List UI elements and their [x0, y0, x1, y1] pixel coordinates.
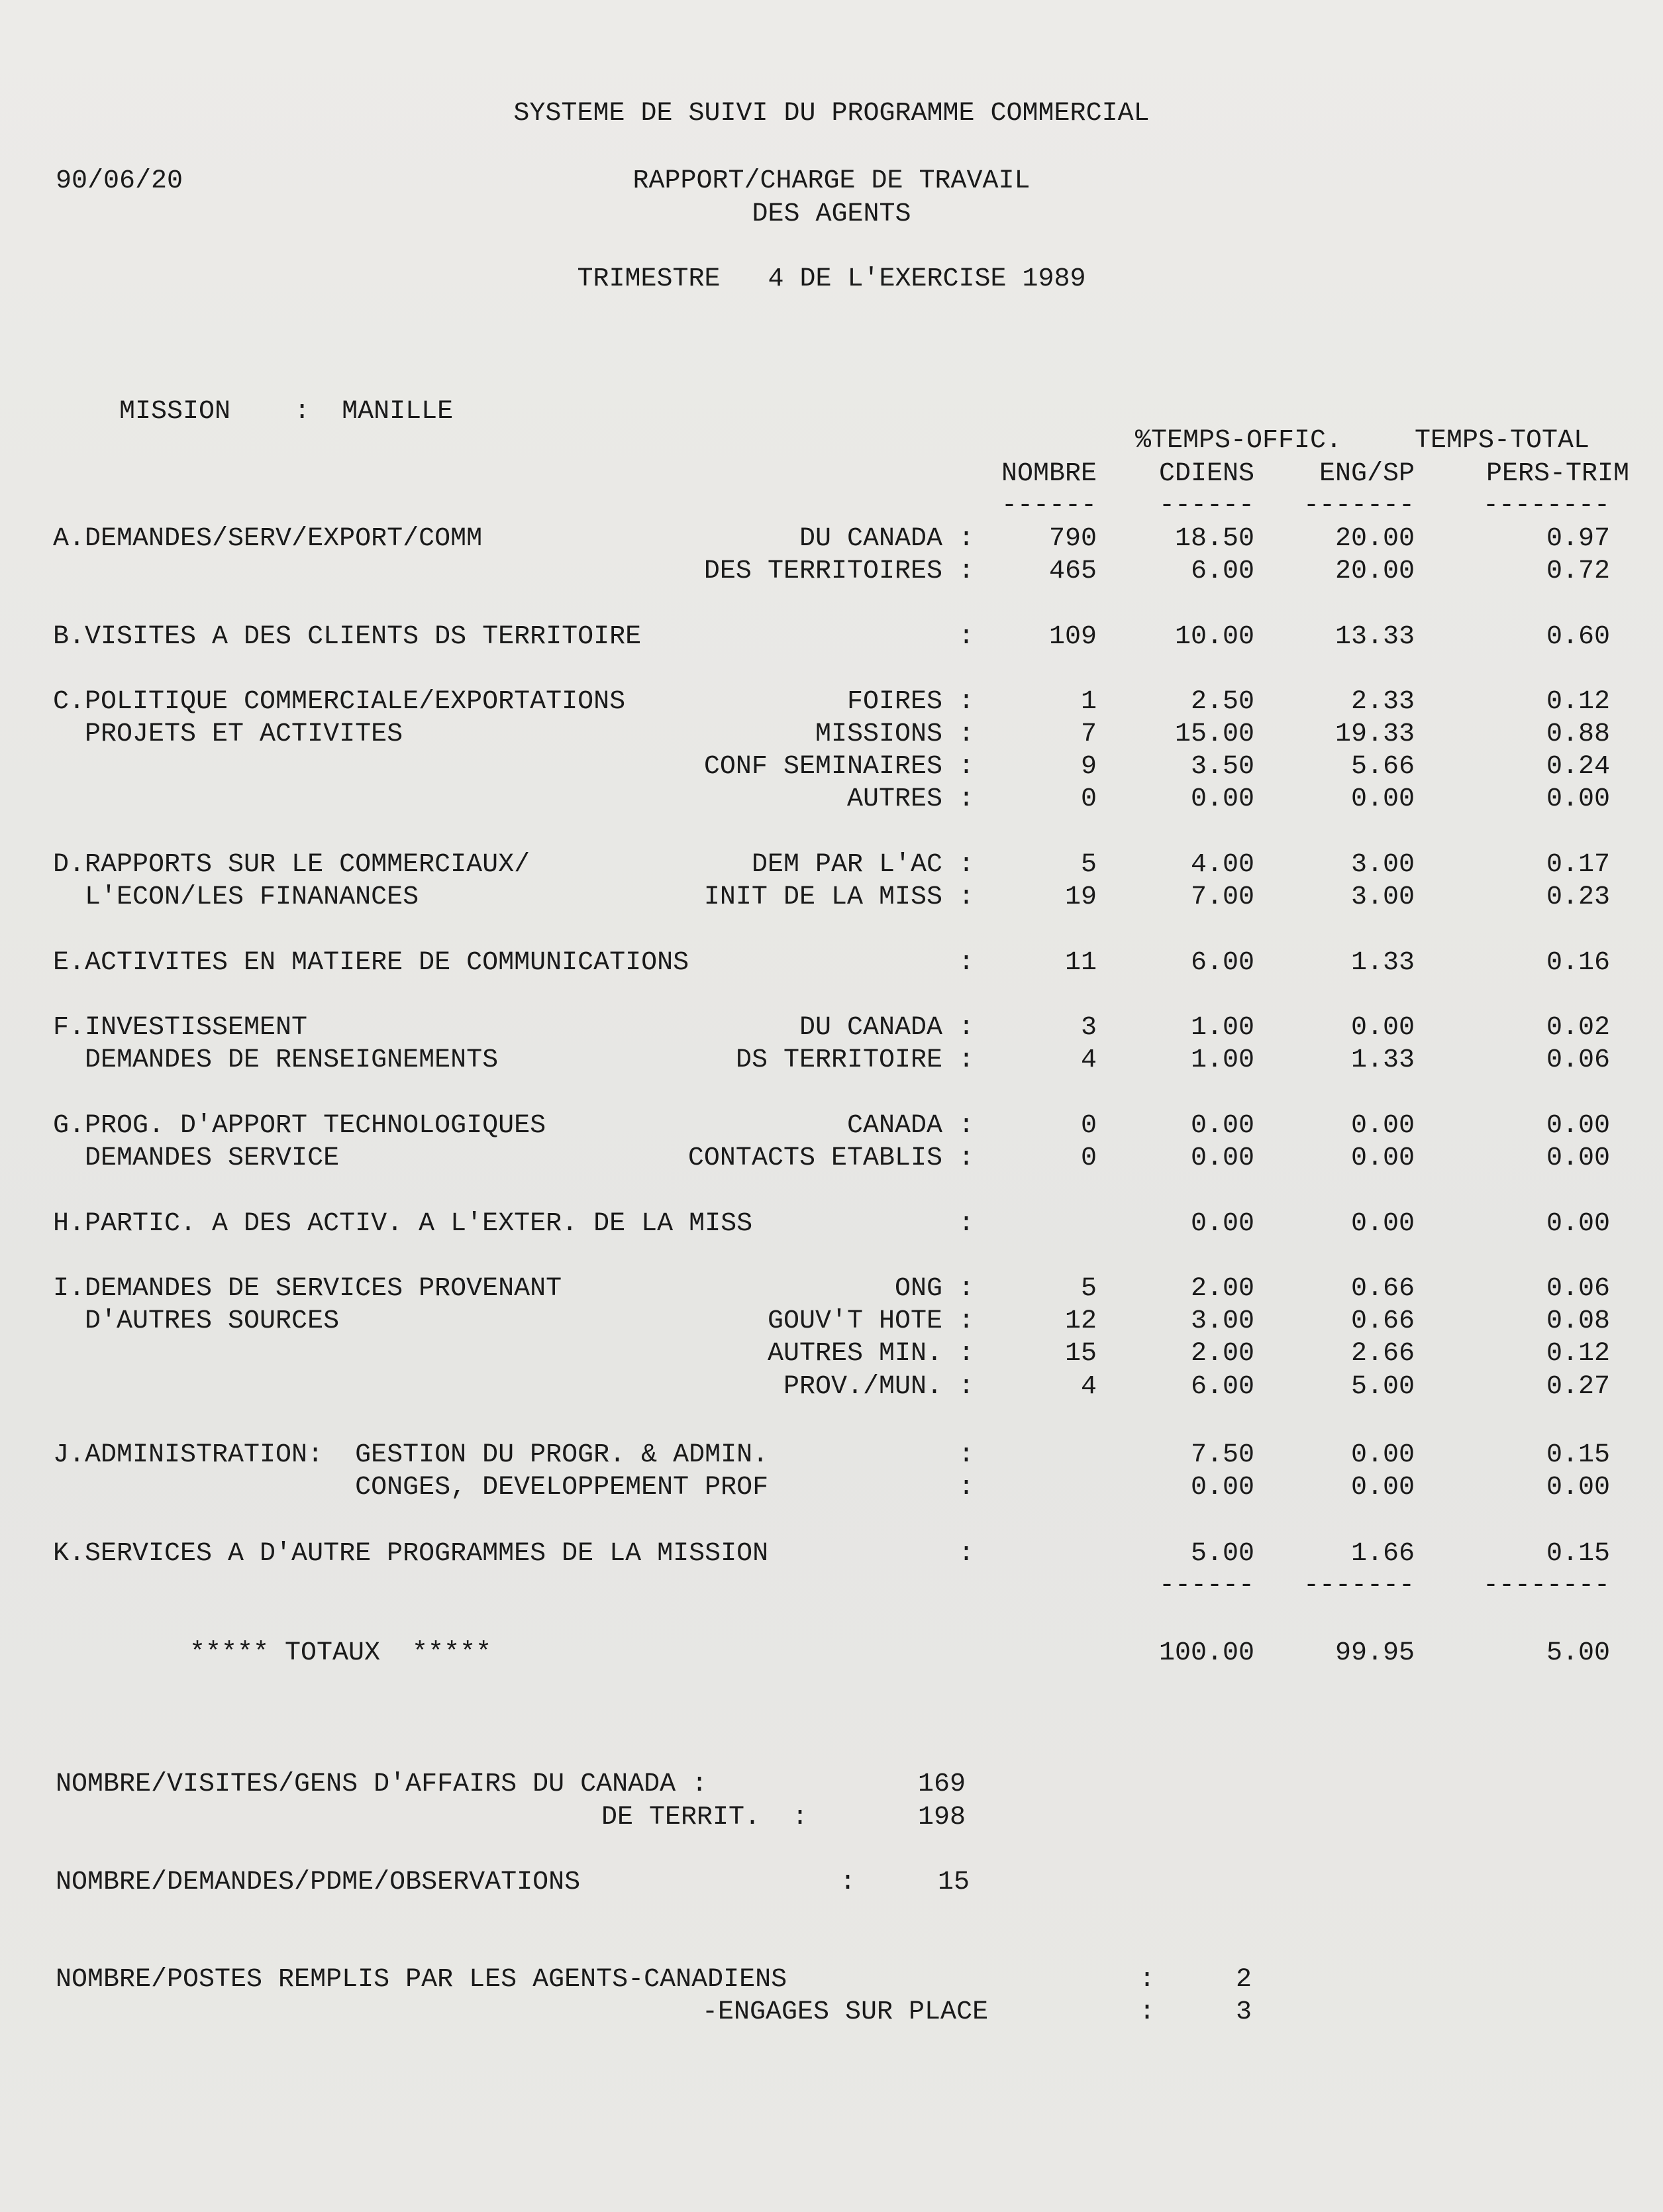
row-pers: 0.00 — [1546, 1143, 1610, 1173]
totals-pers: 5.00 — [1546, 1638, 1610, 1668]
totals-label: ***** TOTAUX ***** — [189, 1638, 492, 1668]
row-sublabel: DS TERRITOIRE : — [735, 1045, 974, 1075]
row-sublabel: : — [958, 948, 974, 978]
row-nombre: 790 — [1048, 524, 1097, 554]
row-cdiens: 15.00 — [1174, 719, 1254, 749]
row-pers: 0.15 — [1546, 1539, 1610, 1569]
row-engsp: 1.33 — [1350, 948, 1415, 978]
row-label: DEMANDES SERVICE — [53, 1143, 340, 1173]
visites-territ-label: DE TERRIT. : — [601, 1803, 809, 1832]
row-pers: 0.06 — [1546, 1045, 1610, 1075]
row-label: E.ACTIVITES EN MATIERE DE COMMUNICATIONS — [53, 948, 689, 978]
table-row — [0, 1440, 1663, 1473]
row-cdiens: 1.00 — [1190, 1013, 1254, 1043]
row-pers: 0.00 — [1546, 1111, 1610, 1141]
row-label: A.DEMANDES/SERV/EXPORT/COMM — [53, 524, 483, 554]
row-pers: 0.02 — [1546, 1013, 1610, 1043]
document-title: SYSTEME DE SUIVI DU PROGRAMME COMMERCIAL — [513, 99, 1150, 129]
row-nombre: 12 — [1064, 1306, 1097, 1336]
postes-label: NOMBRE/POSTES REMPLIS PAR LES AGENTS-CANADIENS — [56, 1965, 787, 1995]
totals-row — [0, 1638, 1663, 1671]
row-label: D.RAPPORTS SUR LE COMMERCIAUX/ — [53, 850, 530, 880]
row-sublabel: : — [958, 1209, 974, 1239]
row-nombre: 0 — [1080, 1111, 1097, 1141]
row-engsp: 0.00 — [1350, 1209, 1415, 1239]
table-row — [0, 1110, 1663, 1143]
row-cdiens: 0.00 — [1190, 1209, 1254, 1239]
row-nombre: 19 — [1064, 882, 1097, 912]
row-label: C.POLITIQUE COMMERCIALE/EXPORTATIONS — [53, 687, 626, 717]
row-label: H.PARTIC. A DES ACTIV. A L'EXTER. DE LA MISS — [53, 1209, 753, 1239]
row-label: PROJETS ET ACTIVITES — [53, 719, 403, 749]
row-engsp: 0.66 — [1350, 1274, 1415, 1304]
table-row — [0, 1338, 1663, 1371]
postes-canadiens-value: 2 — [1236, 1965, 1252, 1995]
table-row — [0, 947, 1663, 980]
row-sublabel: AUTRES MIN. : — [767, 1339, 974, 1369]
row-cdiens: 2.00 — [1190, 1339, 1254, 1369]
row-engsp: 13.33 — [1335, 622, 1415, 652]
row-sublabel: CONF SEMINAIRES : — [703, 752, 974, 782]
row-nombre: 5 — [1080, 850, 1097, 880]
row-sublabel: CANADA : — [846, 1111, 974, 1141]
row-cdiens: 10.00 — [1174, 622, 1254, 652]
row-engsp: 3.00 — [1350, 882, 1415, 912]
mission-label: MISSION — [119, 397, 231, 427]
report-quarter: TRIMESTRE 4 DE L'EXERCISE 1989 — [577, 264, 1086, 294]
visites-canada-label: NOMBRE/VISITES/GENS D'AFFAIRS DU CANADA : — [56, 1769, 708, 1799]
row-nombre: 15 — [1064, 1339, 1097, 1369]
table-row — [0, 1371, 1663, 1404]
row-cdiens: 5.00 — [1190, 1539, 1254, 1569]
row-cdiens: 0.00 — [1190, 784, 1254, 814]
row-engsp: 0.66 — [1350, 1306, 1415, 1336]
row-engsp: 20.00 — [1335, 524, 1415, 554]
postes-engages-value: 3 — [1236, 1997, 1252, 2027]
row-engsp: 2.33 — [1350, 687, 1415, 717]
row-pers: 0.00 — [1546, 784, 1610, 814]
row-pers: 0.12 — [1546, 1339, 1610, 1369]
nombre-header-rule: ------ — [1001, 491, 1097, 521]
total-time-header: TEMPS-TOTAL — [1415, 426, 1590, 456]
row-engsp: 0.00 — [1350, 1143, 1415, 1173]
table-row — [0, 556, 1663, 589]
demandes-label: NOMBRE/DEMANDES/PDME/OBSERVATIONS — [56, 1868, 581, 1897]
perstrim-header: PERS-TRIM — [1486, 459, 1629, 489]
row-pers: 0.17 — [1546, 850, 1610, 880]
row-sublabel: MISSIONS : — [815, 719, 974, 749]
row-sublabel: DU CANADA : — [799, 1013, 974, 1043]
row-pers: 0.88 — [1546, 719, 1610, 749]
row-pers: 0.97 — [1546, 524, 1610, 554]
row-pers: 0.16 — [1546, 948, 1610, 978]
row-nombre: 1 — [1080, 687, 1097, 717]
row-engsp: 0.00 — [1350, 1473, 1415, 1502]
nombre-header: NOMBRE — [1001, 459, 1097, 489]
row-nombre: 9 — [1080, 752, 1097, 782]
row-sublabel: : — [958, 1473, 974, 1502]
row-cdiens: 3.50 — [1190, 752, 1254, 782]
table-row — [0, 523, 1663, 556]
row-engsp: 20.00 — [1335, 556, 1415, 586]
row-label: B.VISITES A DES CLIENTS DS TERRITOIRE — [53, 622, 642, 652]
row-cdiens: 3.00 — [1190, 1306, 1254, 1336]
row-engsp: 1.66 — [1350, 1539, 1415, 1569]
row-sublabel: DEM PAR L'AC : — [751, 850, 974, 880]
row-sublabel: DU CANADA : — [799, 524, 974, 554]
table-row — [0, 1012, 1663, 1045]
table-row — [0, 1472, 1663, 1505]
row-cdiens: 6.00 — [1190, 948, 1254, 978]
pers-header-rule: -------- — [1482, 491, 1610, 521]
row-sublabel: : — [958, 1440, 974, 1470]
row-nombre: 465 — [1048, 556, 1097, 586]
mission-separator: : — [294, 397, 311, 427]
row-nombre: 4 — [1080, 1045, 1097, 1075]
row-engsp: 5.00 — [1350, 1372, 1415, 1402]
row-nombre: 0 — [1080, 784, 1097, 814]
row-nombre: 4 — [1080, 1372, 1097, 1402]
row-label: L'ECON/LES FINANANCES — [53, 882, 419, 912]
demandes-value: 15 — [938, 1868, 970, 1897]
row-pers: 0.23 — [1546, 882, 1610, 912]
row-label: J.ADMINISTRATION: GESTION DU PROGR. & ADMIN. — [53, 1440, 769, 1470]
row-label: K.SERVICES A D'AUTRE PROGRAMMES DE LA MISSION — [53, 1539, 769, 1569]
engages-label: -ENGAGES SUR PLACE — [702, 1997, 989, 2027]
row-sublabel: : — [958, 622, 974, 652]
mission-line — [56, 364, 453, 460]
pct-time-header: %TEMPS-OFFIC. — [1135, 426, 1342, 456]
row-nombre: 0 — [1080, 1143, 1097, 1173]
row-sublabel: ONG : — [894, 1274, 974, 1304]
row-cdiens: 7.00 — [1190, 882, 1254, 912]
row-engsp: 5.66 — [1350, 752, 1415, 782]
row-sublabel: CONTACTS ETABLIS : — [687, 1143, 974, 1173]
row-engsp: 0.00 — [1350, 784, 1415, 814]
postes-separator-2: : — [1139, 1997, 1156, 2027]
row-pers: 0.00 — [1546, 1209, 1610, 1239]
row-cdiens: 2.00 — [1190, 1274, 1254, 1304]
row-pers: 0.00 — [1546, 1473, 1610, 1502]
visites-canada-value: 169 — [918, 1769, 966, 1799]
row-cdiens: 2.50 — [1190, 687, 1254, 717]
row-nombre: 7 — [1080, 719, 1097, 749]
row-pers: 0.60 — [1546, 622, 1610, 652]
row-engsp: 0.00 — [1350, 1013, 1415, 1043]
row-pers: 0.12 — [1546, 687, 1610, 717]
row-label: D'AUTRES SOURCES — [53, 1306, 340, 1336]
demandes-separator: : — [840, 1868, 856, 1897]
row-sublabel: AUTRES : — [846, 784, 974, 814]
row-label: I.DEMANDES DE SERVICES PROVENANT — [53, 1274, 562, 1304]
row-engsp: 0.00 — [1350, 1111, 1415, 1141]
row-nombre: 5 — [1080, 1274, 1097, 1304]
row-pers: 0.27 — [1546, 1372, 1610, 1402]
row-sublabel: DES TERRITOIRES : — [703, 556, 974, 586]
row-cdiens: 0.00 — [1190, 1111, 1254, 1141]
table-row — [0, 686, 1663, 719]
row-engsp: 2.66 — [1350, 1339, 1415, 1369]
row-nombre: 3 — [1080, 1013, 1097, 1043]
cdiens-total-rule: ------ — [1158, 1571, 1254, 1601]
report-date: 90/06/20 — [56, 166, 183, 196]
engsp-header: ENG/SP — [1319, 459, 1415, 489]
row-label: F.INVESTISSEMENT — [53, 1013, 308, 1043]
cdiens-header: CDIENS — [1158, 459, 1254, 489]
row-cdiens: 7.50 — [1190, 1440, 1254, 1470]
table-row — [0, 1143, 1663, 1176]
report-title-line2: DES AGENTS — [752, 199, 911, 229]
visites-territ-value: 198 — [918, 1803, 966, 1832]
row-cdiens: 6.00 — [1190, 556, 1254, 586]
table-row — [0, 751, 1663, 784]
table-row — [0, 784, 1663, 817]
table-row — [0, 1208, 1663, 1241]
row-label: CONGES, DEVELOPPEMENT PROF — [53, 1473, 769, 1502]
cdiens-header-rule: ------ — [1158, 491, 1254, 521]
row-sublabel: : — [958, 1539, 974, 1569]
table-row — [0, 1306, 1663, 1339]
row-engsp: 1.33 — [1350, 1045, 1415, 1075]
row-pers: 0.08 — [1546, 1306, 1610, 1336]
row-sublabel: PROV./MUN. : — [783, 1372, 974, 1402]
row-nombre: 11 — [1064, 948, 1097, 978]
engsp-header-rule: ------- — [1303, 491, 1415, 521]
row-engsp: 3.00 — [1350, 850, 1415, 880]
table-row — [0, 1538, 1663, 1571]
table-row — [0, 719, 1663, 752]
table-row — [0, 882, 1663, 915]
pers-total-rule: -------- — [1482, 1571, 1610, 1601]
row-sublabel: GOUV'T HOTE : — [767, 1306, 974, 1336]
row-pers: 0.24 — [1546, 752, 1610, 782]
row-label: DEMANDES DE RENSEIGNEMENTS — [53, 1045, 499, 1075]
row-cdiens: 0.00 — [1190, 1143, 1254, 1173]
engsp-total-rule: ------- — [1303, 1571, 1415, 1601]
row-sublabel: INIT DE LA MISS : — [703, 882, 974, 912]
table-row — [0, 621, 1663, 655]
mission-value: MANILLE — [342, 397, 454, 427]
postes-separator-1: : — [1139, 1965, 1156, 1995]
row-sublabel: FOIRES : — [846, 687, 974, 717]
row-label: G.PROG. D'APPORT TECHNOLOGIQUES — [53, 1111, 546, 1141]
row-pers: 0.06 — [1546, 1274, 1610, 1304]
row-pers: 0.72 — [1546, 556, 1610, 586]
row-cdiens: 6.00 — [1190, 1372, 1254, 1402]
row-engsp: 0.00 — [1350, 1440, 1415, 1470]
row-cdiens: 0.00 — [1190, 1473, 1254, 1502]
row-engsp: 19.33 — [1335, 719, 1415, 749]
table-row — [0, 1045, 1663, 1078]
totals-cdiens: 100.00 — [1158, 1638, 1254, 1668]
row-pers: 0.15 — [1546, 1440, 1610, 1470]
totals-engsp: 99.95 — [1335, 1638, 1415, 1668]
row-nombre: 109 — [1048, 622, 1097, 652]
row-cdiens: 18.50 — [1174, 524, 1254, 554]
row-cdiens: 1.00 — [1190, 1045, 1254, 1075]
report-title-line1: RAPPORT/CHARGE DE TRAVAIL — [632, 166, 1031, 196]
row-cdiens: 4.00 — [1190, 850, 1254, 880]
table-row — [0, 849, 1663, 882]
table-row — [0, 1273, 1663, 1306]
